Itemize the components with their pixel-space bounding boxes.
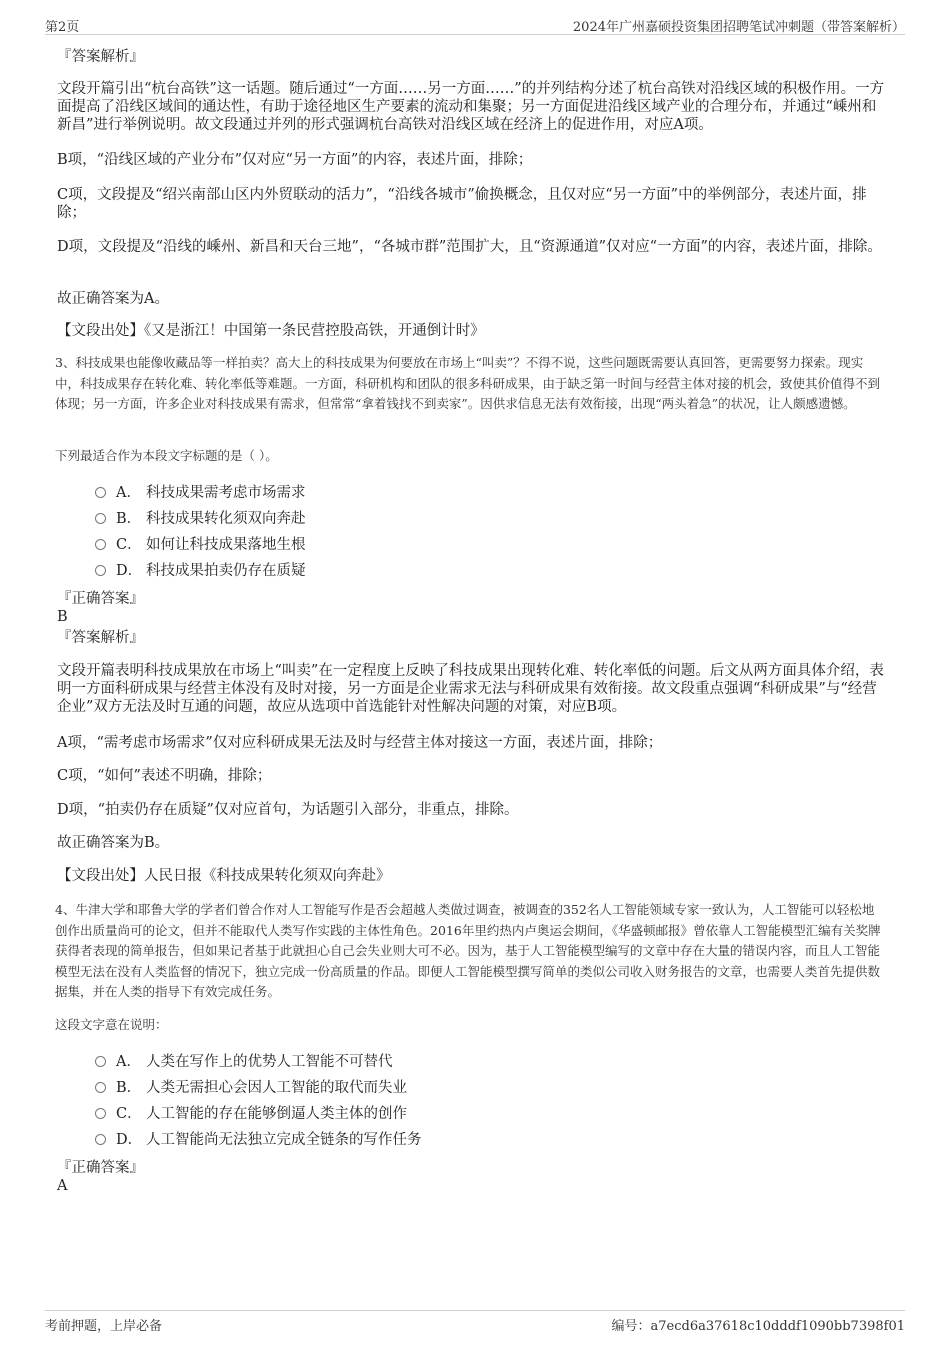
q3-answer: B [57,609,68,625]
option-letter: D． [116,563,143,579]
q4-option-c[interactable] [95,1104,795,1124]
q3-option-c[interactable] [95,535,795,555]
option-letter: C． [116,537,142,553]
q3-answer-label: 『正确答案』 [57,591,144,607]
q2-b-item: B项，“沿线区域的产业分布”仅对应“另一方面”的内容，表述片面，排除； [57,152,533,168]
option-text: 人工智能尚无法独立完成全链条的写作任务 [146,1132,422,1148]
radio-icon[interactable] [95,1082,106,1093]
q2-c-item: C项，文段提及“绍兴南部山区内外贸联动的活力”，“沿线各城市”偷换概念，且仅对应“另一方面”中的举例部分，表述片面，排除； [57,187,867,221]
q3-option-a[interactable] [95,483,795,503]
radio-icon[interactable] [95,1134,106,1145]
q4-answer: A [57,1178,68,1194]
page-header [45,14,905,35]
option-text: 人工智能的存在能够倒逼人类主体的创作 [146,1106,407,1122]
q2-d-item: D项，文段提及“沿线的嵊州、新昌和天台三地”，“各城市群”范围扩大，且“资源通道”仅对应“一方面”的内容，表述片面，排除。 [57,239,882,255]
q2-source: 【文段出处】《又是浙江！中国第一条民营控股高铁，开通倒计时》 [57,323,485,339]
page-footer [45,1310,905,1334]
option-letter: C． [116,1106,142,1122]
radio-icon[interactable] [95,513,106,524]
q3-analysis-label: 『答案解析』 [57,630,144,646]
footer-slogan: 考前押题，上岸必备 [45,1319,163,1334]
q3-conclusion: 故正确答案为B。 [57,835,170,851]
option-letter: A． [116,1054,141,1070]
q4-option-a[interactable] [95,1052,795,1072]
q3-option-d[interactable] [95,561,795,581]
radio-icon[interactable] [95,1056,106,1067]
option-letter: D． [116,1132,143,1148]
radio-icon[interactable] [95,1108,106,1119]
q4-stem: 4、牛津大学和耶鲁大学的学者们曾合作对人工智能写作是否会超越人类做过调查，被调查的352名人工智能领域专家一致认为，人工智能可以轻松地创作出质量尚可的论文，但并不能取代人类写作实践的主体性角色。2016年里约热内卢奥运会期间，《华盛顿邮报》曾依靠人工智能模型汇编有关奖牌获得者表现的简单报告，但如果记者基于此就担心自己会失业则大可不必。因为，基于人工智能模型编写的文章中存在大量的错误内容，而且人工智能模型无法在没有人类监督的情况下，独立完成一份高质量的作品。即便人工智能模型撰写简单的类似公司收入财务报告的文章，也需要人类首先提供数据集，并在人类的指导下有效完成任务。 [55,902,881,999]
q2-analysis-label: 『答案解析』 [57,49,144,65]
document-title: 2024年广州嘉硕投资集团招聘笔试冲刺题（带答案解析） [572,20,905,35]
q4-answer-label: 『正确答案』 [57,1160,144,1176]
option-text: 科技成果需考虑市场需求 [146,485,306,501]
radio-icon[interactable] [95,487,106,498]
option-text: 科技成果转化须双向奔赴 [146,511,306,527]
option-text: 人类在写作上的优势人工智能不可替代 [146,1054,393,1070]
option-letter: B． [116,511,142,527]
q3-stem: 3、科技成果也能像收藏品等一样拍卖？高大上的科技成果为何要放在市场上“叫卖”？不得不说，这些问题既需要认真回答，更需要努力探索。现实中，科技成果存在转化难、转化率低等难题。一方面，科研机构和团队的很多科研成果，由于缺乏第一时间与经营主体对接的机会，致使其价值得不到体现；另一方面，许多企业对科技成果有需求，但常常“拿着钱找不到卖家”。因供求信息无法有效衔接，出现“两头着急”的状况，让人颇感遗憾。 [55,355,881,411]
q2-analysis: 文段开篇引出“杭台高铁”这一话题。随后通过“一方面……另一方面……”的并列结构分述了杭台高铁对沿线区域的积极作用。一方面提高了沿线区域间的通达性，有助于途径地区生产要素的流动和集聚；另一方面促进沿线区域产业的合理分布，并通过“嵊州和新昌”进行举例说明。故文段通过并列的形式强调杭台高铁对沿线区域在经济上的促进作用，对应A项。 [57,81,885,133]
q3-analysis: 文段开篇表明科技成果放在市场上“叫卖”在一定程度上反映了科技成果出现转化难、转化率低的问题。后文从两方面具体介绍，表明一方面科研成果与经营主体没有及时对接，另一方面是企业需求无法与科研成果有效衔接。故文段重点强调“科研成果”与“经营企业”双方无法及时互通的问题，故应从选项中首选能针对性解决问题的对策，对应B项。 [57,663,884,715]
option-text: 人类无需担心会因人工智能的取代而失业 [146,1080,407,1096]
q3-option-b[interactable] [95,509,795,529]
option-text: 科技成果拍卖仍存在质疑 [146,563,306,579]
option-text: 如何让科技成果落地生根 [146,537,306,553]
document-code: 编号：a7ecd6a37618c10dddf1090bb7398f01 [611,1319,905,1334]
q3-c-item: C项，“如何”表述不明确，排除； [57,768,272,784]
radio-icon[interactable] [95,539,106,550]
q3-source: 【文段出处】人民日报《科技成果转化须双向奔赴》 [57,868,391,884]
option-letter: B． [116,1080,142,1096]
q4-option-b[interactable] [95,1078,795,1098]
q3-prompt: 下列最适合作为本段文字标题的是（ ）。 [55,448,278,463]
radio-icon[interactable] [95,565,106,576]
page-number: 第2页 [45,20,80,35]
q3-d-item: D项，“拍卖仍存在质疑”仅对应首句，为话题引入部分，非重点，排除。 [57,802,519,818]
q4-option-d[interactable] [95,1130,795,1150]
option-letter: A． [116,485,141,501]
q4-prompt: 这段文字意在说明： [55,1017,168,1032]
q3-a-item: A项，“需考虑市场需求”仅对应科研成果无法及时与经营主体对接这一方面，表述片面，排除； [57,735,663,751]
q2-conclusion: 故正确答案为A。 [57,291,169,307]
